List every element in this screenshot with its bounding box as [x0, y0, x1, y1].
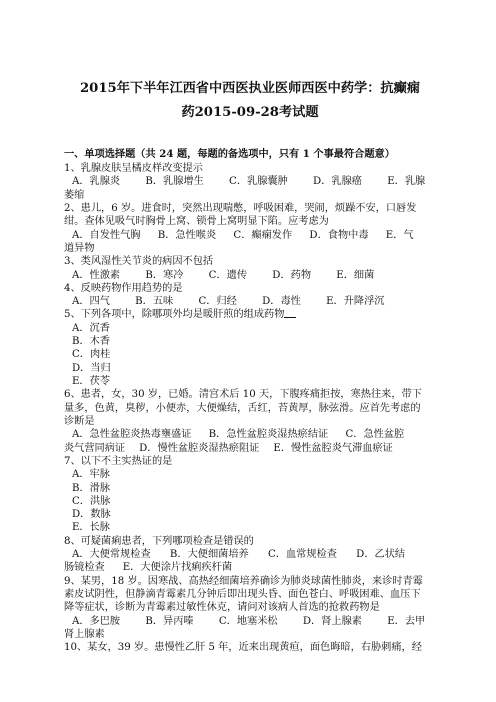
- option-a: A．四气: [72, 296, 110, 308]
- option-a: A．沉香: [72, 322, 110, 334]
- question-stem: 降等症状，诊断为青霉素过敏性休克，请问对该病人首选的抢救药物是: [64, 602, 380, 614]
- option-e: E．慢性盆腔炎气滞血瘀证: [273, 442, 393, 454]
- option-c: C．遗传: [208, 269, 248, 281]
- option-a: A．性激素: [72, 269, 121, 281]
- option-a: A．急性盆腔炎热毒壅盛证: [72, 429, 192, 441]
- option-b: B．急性盆腔炎湿热瘀结证: [208, 429, 329, 441]
- option-b: B．异丙嗪: [145, 615, 194, 627]
- option-e: E．乳腺: [387, 176, 426, 188]
- option-d: D．食物中毒: [309, 229, 369, 241]
- option-a: A．牢脉: [72, 469, 110, 481]
- option-d: D．当归: [72, 362, 111, 374]
- option-row: [64, 548, 444, 561]
- question-stem: 10、某女，39 岁。患慢性乙肝 5 年，近来出现黄疸，面色晦暗，右胁刺痛，经: [64, 642, 422, 654]
- question-stem: [64, 308, 444, 321]
- question-list: [64, 162, 444, 655]
- option-d: D．数脉: [72, 509, 111, 521]
- question-stem: 3、类风湿性关节炎的病因不包括: [64, 256, 214, 268]
- option-b: B．乳腺增生: [145, 176, 204, 188]
- option-c: C．地塞米松: [218, 615, 278, 627]
- question-stem: 量多，色黄，臭秽，小便赤，大便燥结，舌红，苔黄厚，脉弦滑。应首先考虑的: [64, 402, 421, 414]
- option-b: B．木香: [72, 336, 111, 348]
- option-c: C．归经: [198, 296, 237, 308]
- option-c: C．乳腺囊肿: [229, 176, 288, 188]
- option-e: E．气: [385, 229, 414, 241]
- question-stem: 2、患儿，6 岁。进食时，突然出现喘憋，呼吸困难，哭闹，烦躁不安，口唇发: [64, 202, 417, 214]
- question-1: [64, 162, 444, 202]
- question-4: [64, 282, 444, 309]
- option-a: A．自发性气胸: [72, 229, 141, 241]
- option-b: B．大便细菌培养: [169, 549, 249, 561]
- question-stem: 诊断是: [64, 415, 95, 427]
- question-8: [64, 535, 444, 575]
- question-9: [64, 575, 444, 642]
- option-b: B．五味: [135, 296, 174, 308]
- question-6: [64, 388, 444, 455]
- question-10: [64, 641, 444, 654]
- document-title-line-1: 2015年下半年江西省中西医执业医师西医中药学：抗癫痫: [79, 81, 420, 96]
- option-e: E．升降浮沉: [326, 296, 385, 308]
- option-row: [64, 428, 444, 441]
- option-row: [64, 229, 444, 242]
- option-row: [64, 615, 444, 628]
- option-d: D．毒性: [262, 296, 301, 308]
- question-3: [64, 255, 444, 282]
- answer-blank: [284, 308, 296, 318]
- option-e: E．细菌: [336, 269, 375, 281]
- option-e-continued: 肾上腺素: [64, 628, 105, 640]
- question-stem: 4、反映药物作用趋势的是: [64, 282, 183, 294]
- question-stem: 7、以下不主实热证的是: [64, 455, 173, 467]
- question-2: [64, 202, 444, 255]
- option-e: E．长脉: [72, 522, 110, 534]
- question-stem-text: 5、下列各项中，除哪项外均是暖肝煎的组成药物: [64, 309, 285, 321]
- option-d: D．慢性盆腔炎湿热瘀阻证: [139, 442, 260, 454]
- option-c: C．癫痫发作: [233, 229, 293, 241]
- option-d: D．乙状结: [356, 549, 406, 561]
- option-row: [64, 175, 444, 188]
- option-c: C．血常规检查: [267, 549, 337, 561]
- option-d: D．乳腺癌: [313, 176, 362, 188]
- option-c: C．急性盆腔: [345, 429, 405, 441]
- option-a: A．乳腺炎: [72, 176, 121, 188]
- option-e: E．大便涂片找痢疾杆菌: [122, 562, 233, 574]
- option-c: C．洪脉: [72, 495, 111, 507]
- question-7: [64, 455, 444, 535]
- question-stem: 1、乳腺皮肤呈橘皮样改变提示: [64, 163, 203, 174]
- question-stem: 9、某男，18 岁。因寒战、高热经细菌培养确诊为肺炎球菌性肺炎，来诊时青霉: [64, 575, 423, 587]
- option-d: D．药物: [272, 269, 312, 281]
- option-b: B．寒冷: [145, 269, 184, 281]
- option-c-continued: [64, 442, 444, 455]
- option-d: D．肾上腺素: [302, 615, 362, 627]
- option-e: E．茯苓: [72, 376, 110, 387]
- option-d-continued: [64, 561, 444, 574]
- question-stem: 8、可疑菌痢患者，下列哪项检查是错误的: [64, 535, 254, 547]
- option-c: C．肉桂: [72, 349, 111, 361]
- option-row: [64, 295, 444, 308]
- option-b: B．急性喉炎: [157, 229, 217, 241]
- option-a: A．多巴胺: [72, 615, 121, 627]
- question-5: [64, 308, 444, 388]
- option-e-continued: 道异物: [64, 242, 95, 254]
- question-stem: 绀。查体见吸气时胸骨上窝、锁骨上窝明显下陷。应考虑为: [64, 216, 329, 228]
- option-b: B．滑脉: [72, 482, 111, 494]
- question-stem: 素皮试阴性，但静滴青霉素几分钟后即出现头昏、面色苍白、呼吸困难、血压下: [64, 589, 421, 600]
- section-heading: 一、单项选择题（共 24 题，每题的备选项中，只有 1 个事最符合题意）: [64, 148, 395, 160]
- option-row: [64, 269, 444, 282]
- document-title-line-2: 药2015-09-28考试题: [181, 105, 319, 120]
- option-a: A．大便常规检查: [72, 549, 151, 561]
- option-d-text: 肠镜检查: [64, 562, 105, 574]
- option-e-continued: 萎缩: [64, 189, 85, 201]
- option-c-text: 炎气营同病证: [64, 442, 126, 454]
- option-e: E．去甲: [387, 615, 426, 627]
- question-stem: 6、患者，女，30 岁，已婚。清宫术后 10 天，下腹疼痛拒按，寒热往来，带下: [64, 389, 422, 401]
